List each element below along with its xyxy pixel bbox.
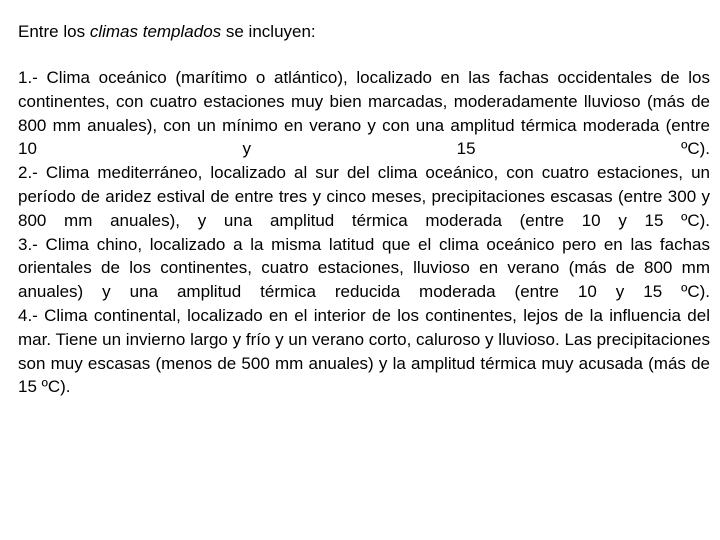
- intro-emphasis-templados: templados: [142, 22, 222, 41]
- intro-emphasis-climas: climas: [89, 22, 138, 41]
- climate-item-chino: 3.- Clima chino, localizado a la misma latitud que el clima oceánico pero en las fachas orientales de los continentes, cuatro estaciones, lluvioso en verano (más de 800 mm anuales) y una amplitud térmica reducida moderada (entre 10 y 15 ºC).: [18, 234, 710, 302]
- intro-paragraph: [18, 20, 710, 44]
- intro-suffix: se incluyen:: [221, 22, 316, 41]
- document-page: [18, 20, 710, 399]
- climate-list: [18, 66, 710, 399]
- climate-item-mediterraneo: 2.- Clima mediterráneo, localizado al sur del clima oceánico, con cuatro estaciones, un período de aridez estival de entre tres y cinco meses, precipitaciones escasas (entre 300 y 800 mm anuales), y una amplitud térmica moderada (entre 10 y 15 ºC).: [18, 163, 710, 230]
- climate-item-continental: 4.- Clima continental, localizado en el interior de los continentes, lejos de la influencia del mar. Tiene un invierno largo y frío y un verano corto, caluroso y lluvioso. Las precipitaciones son muy escasas (menos de 500 mm anuales) y la amplitud térmica muy acusada (más de 15 ºC).: [18, 305, 710, 397]
- climate-item-oceanico: 1.- Clima oceánico (marítimo o atlántico), localizado en las fachas occidentales de los continentes, con cuatro estaciones muy bien marcadas, moderadamente lluvioso (más de 800 mm anuales), con un mínimo en verano y con una amplitud térmica moderada (entre 10 y 15 ºC).: [18, 68, 710, 159]
- intro-prefix: Entre los: [18, 22, 90, 41]
